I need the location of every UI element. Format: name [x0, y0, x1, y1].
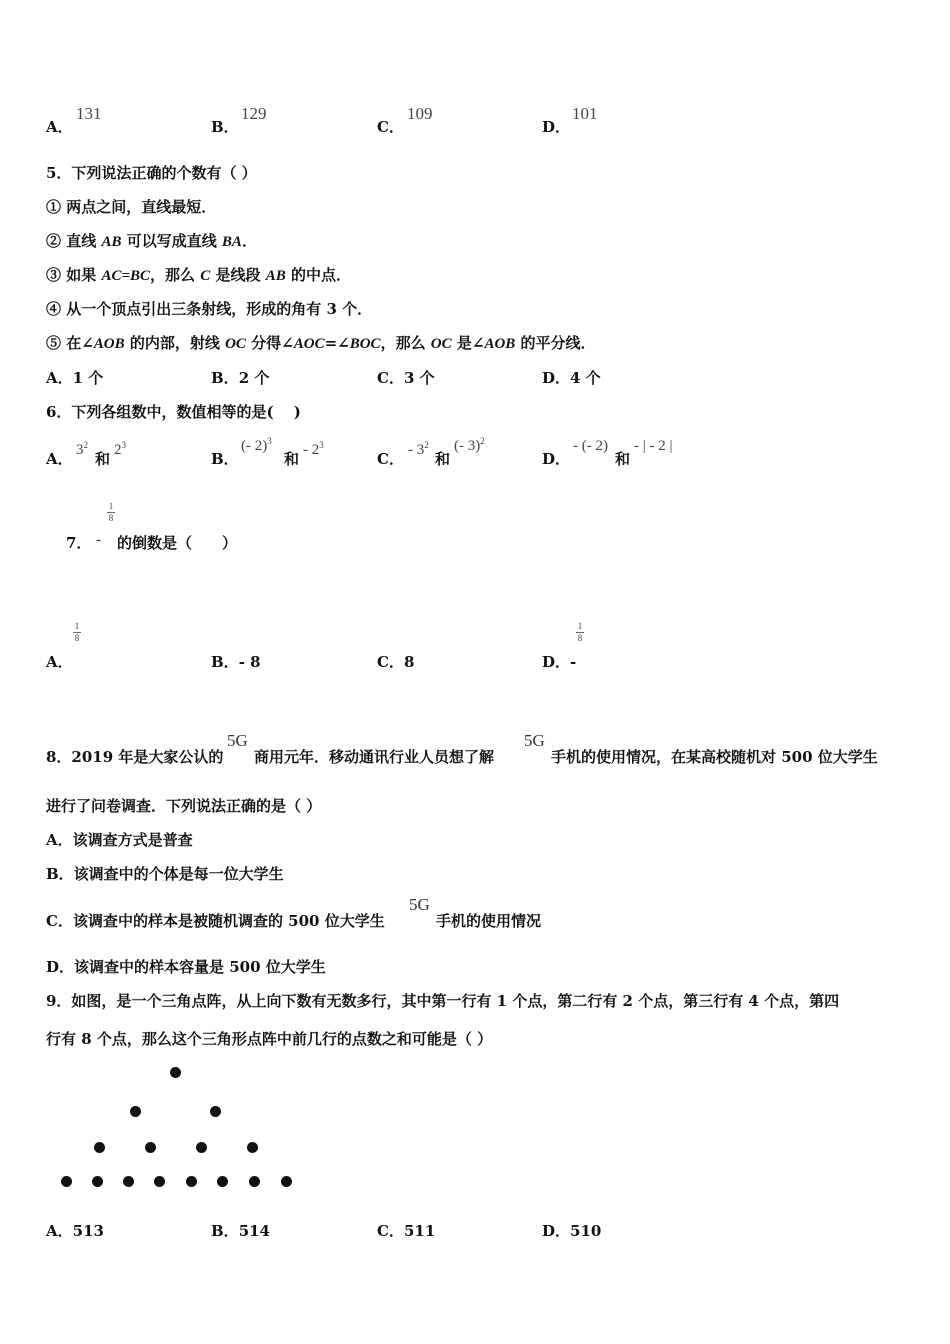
dot-r2-1: [130, 1106, 141, 1117]
q8-part-3: 手机的使用情况，在某高校随机对 500 位大学生: [551, 748, 878, 766]
q4-option-a-value: 131: [76, 104, 102, 123]
q4-option-b-letter: B．: [211, 118, 239, 136]
q8-option-b: B．该调查中的个体是每一位大学生: [46, 865, 284, 883]
dot-r4-6: [217, 1176, 228, 1187]
q7-option-d: D．-: [542, 653, 577, 671]
q6-option-a-letter: A．: [46, 450, 73, 468]
dot-r3-2: [145, 1142, 156, 1153]
q8-option-c-text-2: 手机的使用情况: [436, 912, 542, 930]
q7-option-a-fraction: 1 8: [74, 621, 80, 643]
q6-option-b-left: (- 2)$^3$: [241, 436, 272, 454]
q4-option-c-value: 109: [407, 104, 433, 123]
dot-r2-2: [210, 1106, 221, 1117]
q5-statement-4: ④ 从一个顶点引出三条射线，形成的角有 3 个．: [46, 300, 373, 318]
q6-option-d-left: - (- 2): [573, 438, 608, 454]
q6-option-a-conj: 和: [95, 450, 111, 468]
q5-statement-3: ③ 如果 AC=BC，那么 C 是线段 AB 的中点．: [46, 266, 351, 284]
q8-part-1: 8．2019 年是大家公认的: [46, 748, 224, 766]
q6-option-d-letter: D．: [542, 450, 571, 468]
q9-option-b: B．514: [211, 1222, 270, 1240]
q9-option-a: A．513: [46, 1222, 104, 1240]
q5-option-a: A．1 个: [46, 369, 104, 387]
dot-r4-2: [92, 1176, 103, 1187]
q5-option-d: D．4 个: [542, 369, 601, 387]
q4-option-b-value: 129: [241, 104, 267, 123]
q4-option-d-value: 101: [572, 104, 598, 123]
q8-5g-2: 5G: [524, 731, 545, 750]
q8-option-d: D．该调查中的样本容量是 500 位大学生: [46, 958, 326, 976]
q5-option-b: B．2 个: [211, 369, 270, 387]
q7-number: 7．: [66, 534, 92, 552]
q6-option-a-right: $2^3$: [114, 440, 126, 458]
q7-tail: 的倒数是（ ）: [117, 534, 238, 552]
q4-option-d-letter: D．: [542, 118, 571, 136]
q5-stem: 5．下列说法正确的个数有（ ）: [46, 164, 257, 182]
dot-r4-5: [186, 1176, 197, 1187]
q6-option-c-letter: C．: [377, 450, 404, 468]
dot-r3-3: [196, 1142, 207, 1153]
q6-option-b-right: - $2^3$: [303, 440, 324, 458]
q4-option-a-letter: A．: [46, 118, 73, 136]
dot-r4-7: [249, 1176, 260, 1187]
q6-option-b-letter: B．: [211, 450, 239, 468]
q7-fraction: 1 8: [108, 501, 114, 523]
q4-option-c-letter: C．: [377, 118, 404, 136]
q8-option-c-text-1: C．该调查中的样本是被随机调查的 500 位大学生: [46, 912, 385, 930]
q9-line-2: 行有 8 个点，那么这个三角形点阵中前几行的点数之和可能是（ ）: [46, 1030, 493, 1048]
q8-line-2: 进行了问卷调查．下列说法正确的是（ ）: [46, 797, 322, 815]
dot-r4-4: [154, 1176, 165, 1187]
q6-option-b-conj: 和: [284, 450, 300, 468]
q7-option-d-fraction: 1 8: [577, 621, 583, 643]
q8-5g-1: 5G: [227, 731, 248, 750]
q7-option-c: C．8: [377, 653, 415, 671]
q8-part-2: 商用元年．移动通讯行业人员想了解: [254, 748, 495, 766]
q6-option-c-left: - $3^2$: [408, 440, 429, 458]
q9-option-d: D．510: [542, 1222, 602, 1240]
q5-statement-2: ② 直线 AB 可以写成直线 BA．: [46, 232, 257, 250]
q9-option-c: C．511: [377, 1222, 436, 1240]
q7-minus-sign: -: [96, 532, 101, 548]
q5-statement-5: ⑤ 在∠AOB 的内部，射线 OC 分得∠AOC=∠BOC，那么 OC 是∠AOB 的平分线．: [46, 334, 596, 352]
q6-option-d-conj: 和: [615, 450, 631, 468]
q6-stem: 6．下列各组数中，数值相等的是( ): [46, 403, 301, 421]
q9-line-1: 9．如图，是一个三角点阵，从上向下数有无数多行，其中第一行有 1 个点，第二行有 2 个点，第三行有 4 个点，第四: [46, 992, 840, 1010]
q6-option-c-conj: 和: [435, 450, 451, 468]
q5-option-c: C．3 个: [377, 369, 435, 387]
dot-r4-3: [123, 1176, 134, 1187]
q6-option-c-right: (- 3)$^2$: [454, 436, 485, 454]
dot-r4-1: [61, 1176, 72, 1187]
dot-r3-4: [247, 1142, 258, 1153]
q6-option-d-right: - | - 2 |: [634, 438, 673, 454]
q8-option-c-5g: 5G: [409, 895, 430, 914]
q5-statement-1: ① 两点之间，直线最短．: [46, 198, 217, 216]
q6-option-a-left: $3^2$: [76, 440, 88, 458]
dot-r1-1: [170, 1067, 181, 1078]
dot-r4-8: [281, 1176, 292, 1187]
q8-option-a: A．该调查方式是普查: [46, 831, 193, 849]
dot-r3-1: [94, 1142, 105, 1153]
q7-option-b: B．- 8: [211, 653, 261, 671]
q7-option-a-letter: A．: [46, 653, 73, 671]
